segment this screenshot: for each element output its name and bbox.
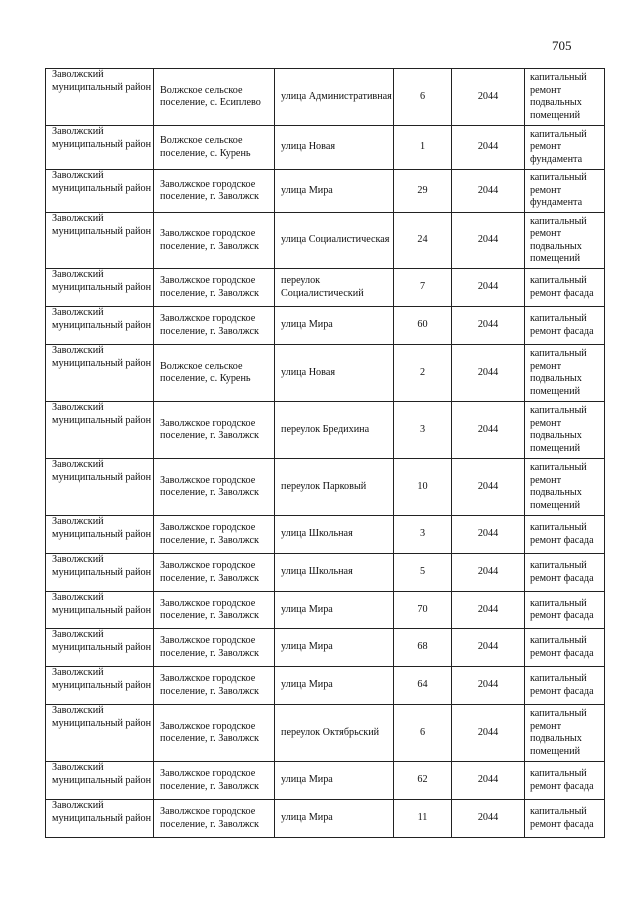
district-cell: Заволжский муниципальный район [46,126,154,170]
settlement-cell: Заволжское городское поселение, г. Заволжск [154,307,275,345]
table-row [46,762,605,800]
year-cell: 2044 [452,170,525,213]
street-cell: переулок Социалистический [275,269,394,307]
year-cell: 2044 [452,554,525,592]
street-cell: переулок Октябрьский [275,705,394,762]
year-cell: 2044 [452,667,525,705]
table-row [46,345,605,402]
work-type-cell: капитальный ремонт подвальных помещений [525,69,605,126]
district-cell: Заволжский муниципальный район [46,69,154,126]
work-type-cell: капитальный ремонт фасада [525,762,605,800]
table-row [46,402,605,459]
street-cell: улица Новая [275,126,394,170]
work-type-cell: капитальный ремонт фасада [525,629,605,667]
house-number-cell: 3 [394,516,452,554]
settlement-cell: Заволжское городское поселение, г. Заволжск [154,269,275,307]
district-cell: Заволжский муниципальный район [46,402,154,459]
work-type-cell: капитальный ремонт фасада [525,516,605,554]
settlement-cell: Заволжское городское поселение, г. Заволжск [154,516,275,554]
district-cell: Заволжский муниципальный район [46,213,154,269]
year-cell: 2044 [452,705,525,762]
street-cell: улица Новая [275,345,394,402]
house-number-cell: 68 [394,629,452,667]
street-cell: переулок Бредихина [275,402,394,459]
work-type-cell: капитальный ремонт фасада [525,800,605,838]
house-number-cell: 1 [394,126,452,170]
house-number-cell: 10 [394,459,452,516]
work-type-cell: капитальный ремонт фасада [525,554,605,592]
year-cell: 2044 [452,800,525,838]
house-number-cell: 24 [394,213,452,269]
street-cell: улица Мира [275,592,394,629]
year-cell: 2044 [452,307,525,345]
year-cell: 2044 [452,269,525,307]
work-type-cell: капитальный ремонт фасада [525,592,605,629]
house-number-cell: 5 [394,554,452,592]
year-cell: 2044 [452,762,525,800]
table-row [46,307,605,345]
street-cell: улица Мира [275,800,394,838]
street-cell: улица Мира [275,667,394,705]
street-cell: улица Административная [275,69,394,126]
work-type-cell: капитальный ремонт фасада [525,269,605,307]
street-cell: улица Мира [275,762,394,800]
table-body [46,69,605,838]
house-number-cell: 64 [394,667,452,705]
page-number: 705 [552,38,572,53]
settlement-cell: Заволжское городское поселение, г. Заволжск [154,762,275,800]
settlement-cell: Заволжское городское поселение, г. Заволжск [154,402,275,459]
settlement-cell: Заволжское городское поселение, г. Заволжск [154,170,275,213]
house-number-cell: 7 [394,269,452,307]
district-cell: Заволжский муниципальный район [46,554,154,592]
district-cell: Заволжский муниципальный район [46,345,154,402]
work-type-cell: капитальный ремонт подвальных помещений [525,705,605,762]
house-number-cell: 11 [394,800,452,838]
street-cell: улица Мира [275,307,394,345]
house-number-cell: 6 [394,69,452,126]
house-number-cell: 70 [394,592,452,629]
table-row [46,516,605,554]
settlement-cell: Волжское сельское поселение, с. Курень [154,345,275,402]
year-cell: 2044 [452,516,525,554]
table-row [46,592,605,629]
work-type-cell: капитальный ремонт фасада [525,667,605,705]
table-row [46,554,605,592]
settlement-cell: Заволжское городское поселение, г. Заволжск [154,459,275,516]
district-cell: Заволжский муниципальный район [46,269,154,307]
settlement-cell: Заволжское городское поселение, г. Заволжск [154,800,275,838]
house-number-cell: 29 [394,170,452,213]
street-cell: улица Мира [275,629,394,667]
settlement-cell: Волжское сельское поселение, с. Курень [154,126,275,170]
district-cell: Заволжский муниципальный район [46,459,154,516]
district-cell: Заволжский муниципальный район [46,592,154,629]
settlement-cell: Волжское сельское поселение, с. Есиплево [154,69,275,126]
district-cell: Заволжский муниципальный район [46,800,154,838]
year-cell: 2044 [452,69,525,126]
work-type-cell: капитальный ремонт фундамента [525,126,605,170]
work-type-cell: капитальный ремонт подвальных помещений [525,345,605,402]
table-row [46,800,605,838]
table-row [46,213,605,269]
table-row [46,667,605,705]
district-cell: Заволжский муниципальный район [46,629,154,667]
table-row [46,459,605,516]
street-cell: улица Мира [275,170,394,213]
table-row [46,69,605,126]
work-type-cell: капитальный ремонт подвальных помещений [525,402,605,459]
year-cell: 2044 [452,402,525,459]
work-type-cell: капитальный ремонт подвальных помещений [525,459,605,516]
house-number-cell: 62 [394,762,452,800]
settlement-cell: Заволжское городское поселение, г. Заволжск [154,554,275,592]
year-cell: 2044 [452,459,525,516]
street-cell: переулок Парковый [275,459,394,516]
table-row [46,126,605,170]
work-type-cell: капитальный ремонт фундамента [525,170,605,213]
house-number-cell: 3 [394,402,452,459]
buildings-table [45,68,605,838]
table-row [46,629,605,667]
table-row [46,705,605,762]
district-cell: Заволжский муниципальный район [46,762,154,800]
district-cell: Заволжский муниципальный район [46,170,154,213]
district-cell: Заволжский муниципальный район [46,667,154,705]
district-cell: Заволжский муниципальный район [46,705,154,762]
street-cell: улица Школьная [275,516,394,554]
settlement-cell: Заволжское городское поселение, г. Заволжск [154,667,275,705]
year-cell: 2044 [452,592,525,629]
street-cell: улица Социалистическая [275,213,394,269]
settlement-cell: Заволжское городское поселение, г. Заволжск [154,213,275,269]
year-cell: 2044 [452,126,525,170]
district-cell: Заволжский муниципальный район [46,516,154,554]
settlement-cell: Заволжское городское поселение, г. Заволжск [154,592,275,629]
year-cell: 2044 [452,345,525,402]
house-number-cell: 6 [394,705,452,762]
house-number-cell: 60 [394,307,452,345]
year-cell: 2044 [452,629,525,667]
district-cell: Заволжский муниципальный район [46,307,154,345]
settlement-cell: Заволжское городское поселение, г. Заволжск [154,629,275,667]
table-row [46,170,605,213]
table-row [46,269,605,307]
street-cell: улица Школьная [275,554,394,592]
year-cell: 2044 [452,213,525,269]
work-type-cell: капитальный ремонт подвальных помещений [525,213,605,269]
work-type-cell: капитальный ремонт фасада [525,307,605,345]
house-number-cell: 2 [394,345,452,402]
settlement-cell: Заволжское городское поселение, г. Заволжск [154,705,275,762]
